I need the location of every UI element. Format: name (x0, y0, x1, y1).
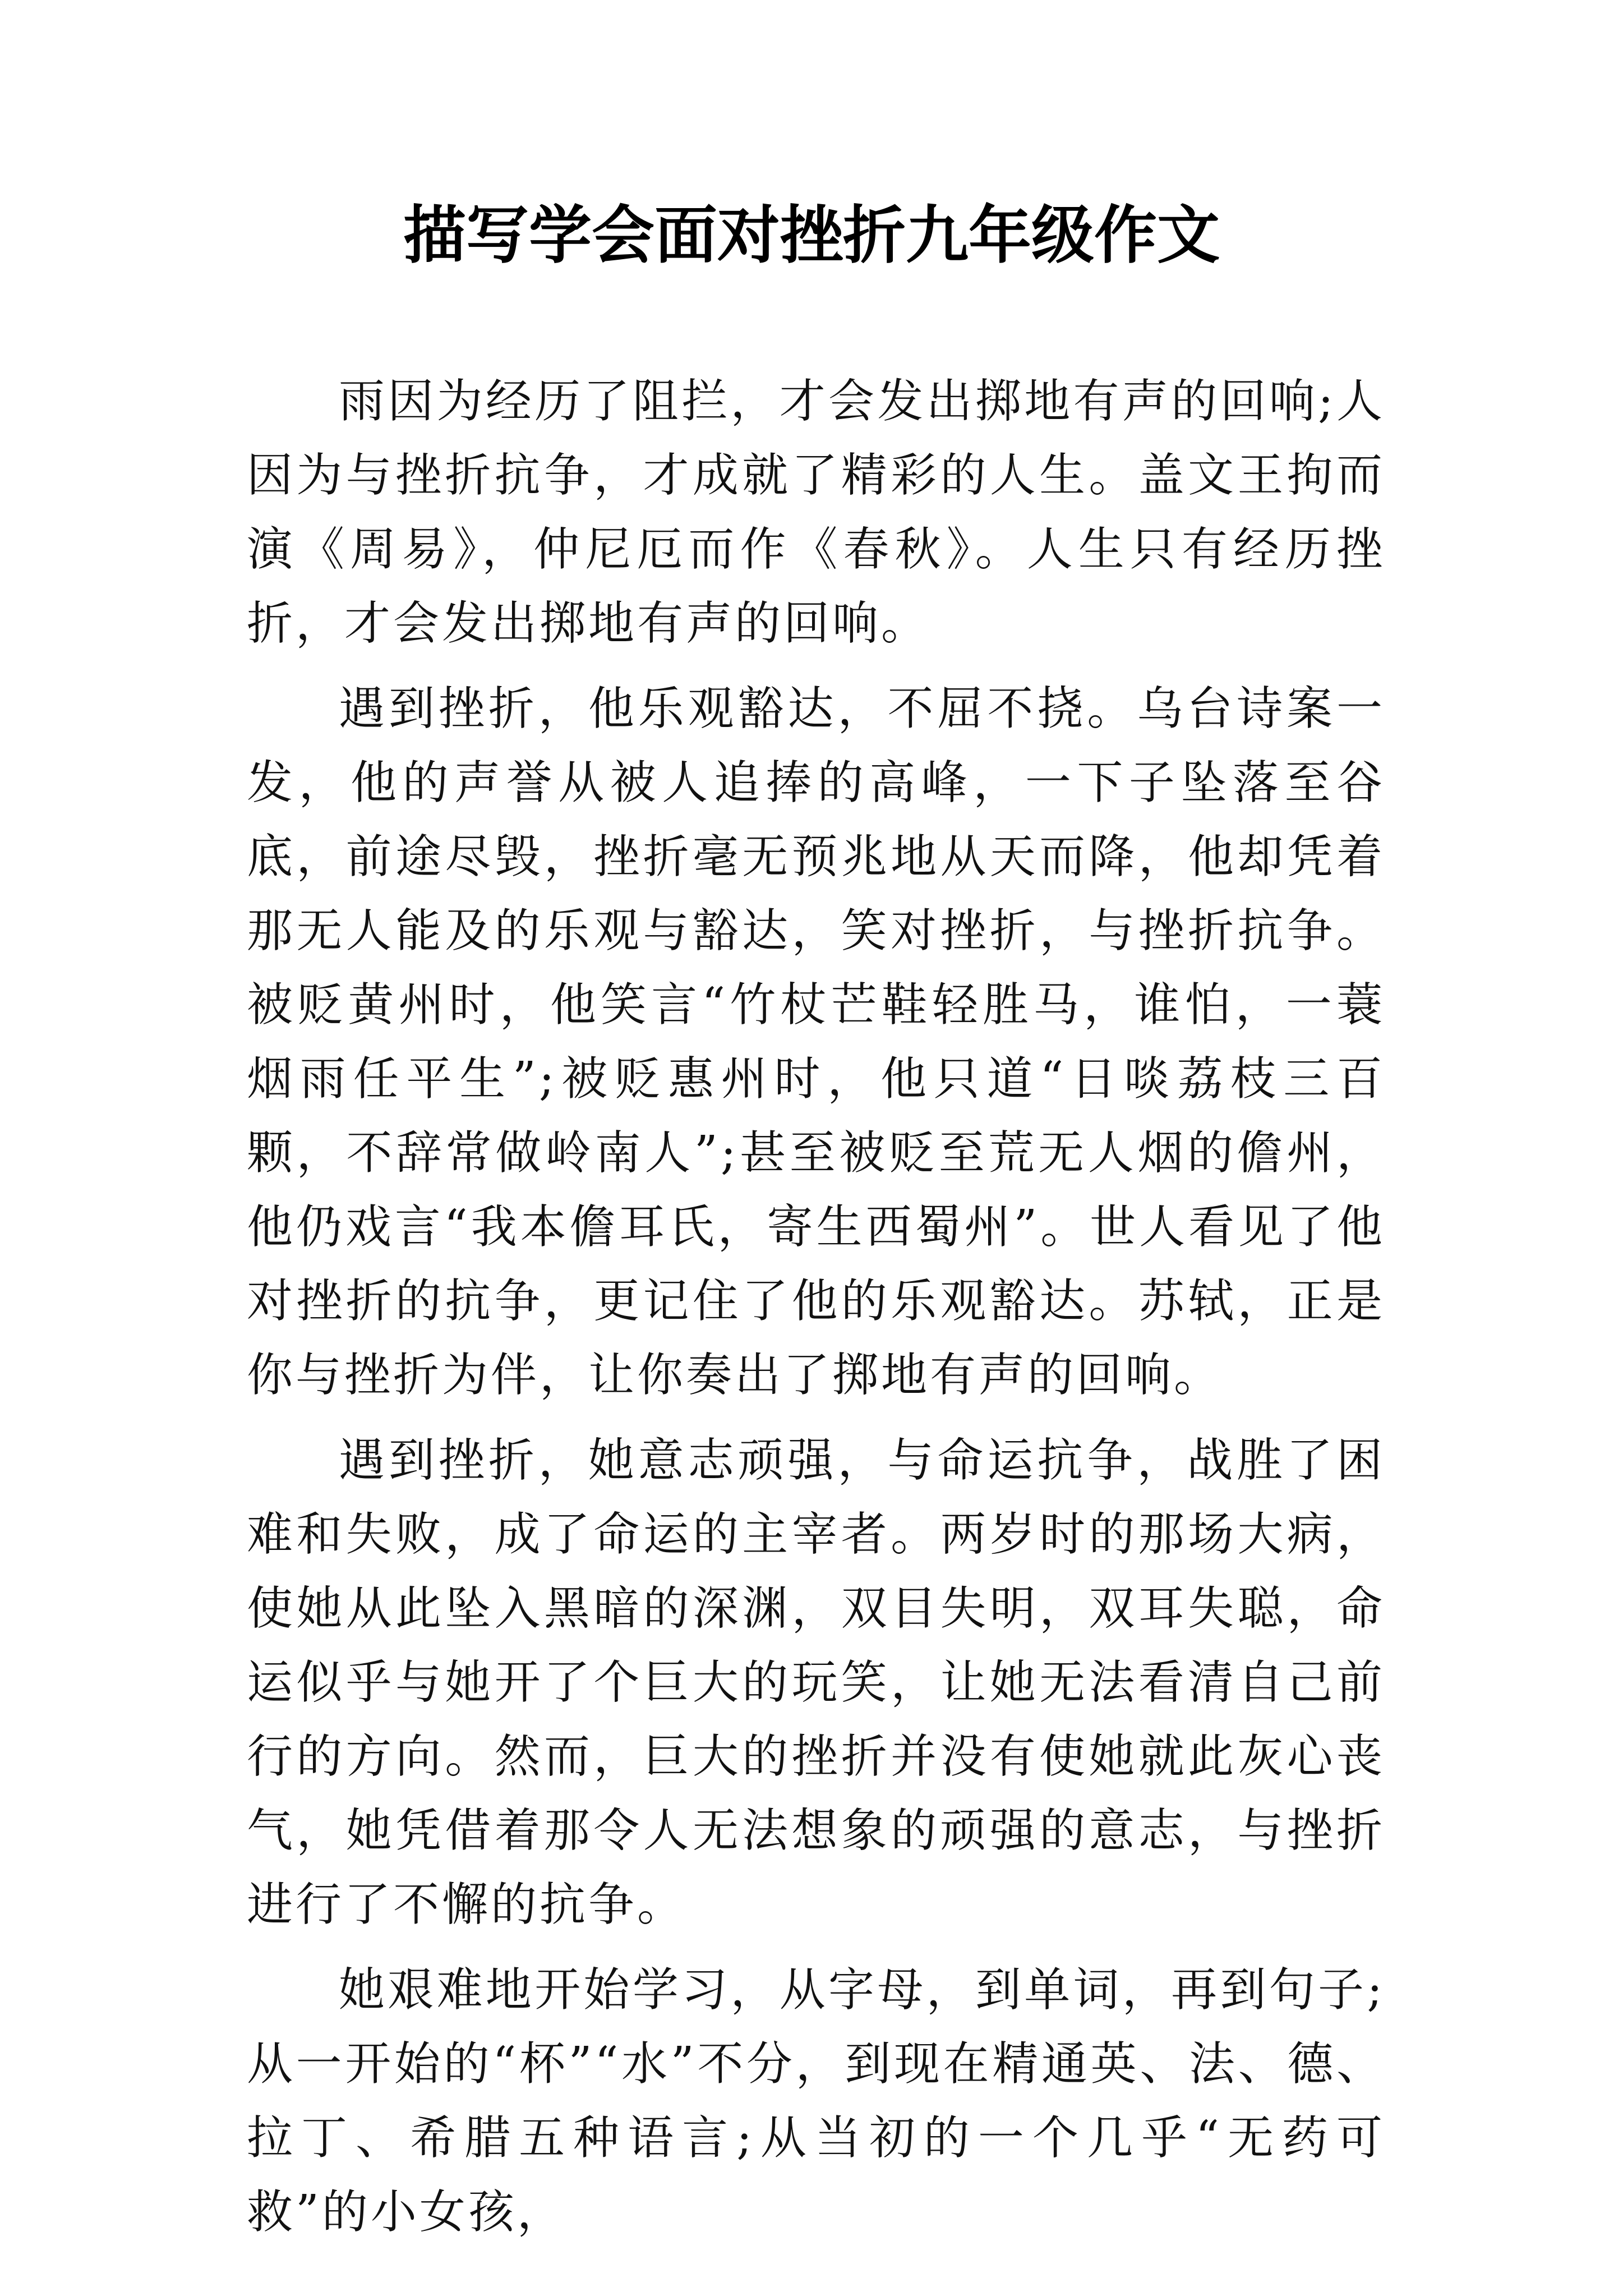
document-title: 描写学会面对挫折九年级作文 (403, 199, 1220, 272)
paragraph-4: 她艰难地开始学习，从字母，到单词，再到句子;从一开始的“杯”“水”不分，到现在精通英、法、德、拉丁、希腊五种语言;从当初的一个几乎“无药可救”的小女孩， (247, 1963, 1385, 2239)
document-body (247, 365, 1385, 2261)
paragraph-1: 雨因为经历了阻拦，才会发出掷地有声的回响;人因为与挫折抗争，才成就了精彩的人生。盖文王拘而演《周易》，仲尼厄而作《春秋》。人生只有经历挫折，才会发出掷地有声的回响。 (247, 375, 1385, 650)
paragraph-3: 遇到挫折，她意志顽强，与命运抗争，战胜了困难和失败，成了命运的主宰者。两岁时的那场大病，使她从此坠入黑暗的深渊，双目失明，双耳失聪，命运似乎与她开了个巨大的玩笑，让她无法看清自己前行的方向。然而，巨大的挫折并没有使她就此灰心丧气，她凭借着那令人无法想象的顽强的意志，与挫折进行了不懈的抗争。 (247, 1434, 1385, 1931)
paragraph-2: 遇到挫折，他乐观豁达，不屈不挠。乌台诗案一发，他的声誉从被人追捧的高峰，一下子坠落至谷底，前途尽毁，挫折毫无预兆地从天而降，他却凭着那无人能及的乐观与豁达，笑对挫折，与挫折抗争。被贬黄州时，他笑言“竹杖芒鞋轻胜马，谁怕，一蓑烟雨任平生”;被贬惠州时，他只道“日啖荔枝三百颗，不辞常做岭南人”;甚至被贬至荒无人烟的儋州，他仍戏言“我本儋耳氏，寄生西蜀州”。世人看见了他对挫折的抗争，更记住了他的乐观豁达。苏轼，正是你与挫折为伴，让你奏出了掷地有声的回响。 (247, 682, 1385, 1402)
